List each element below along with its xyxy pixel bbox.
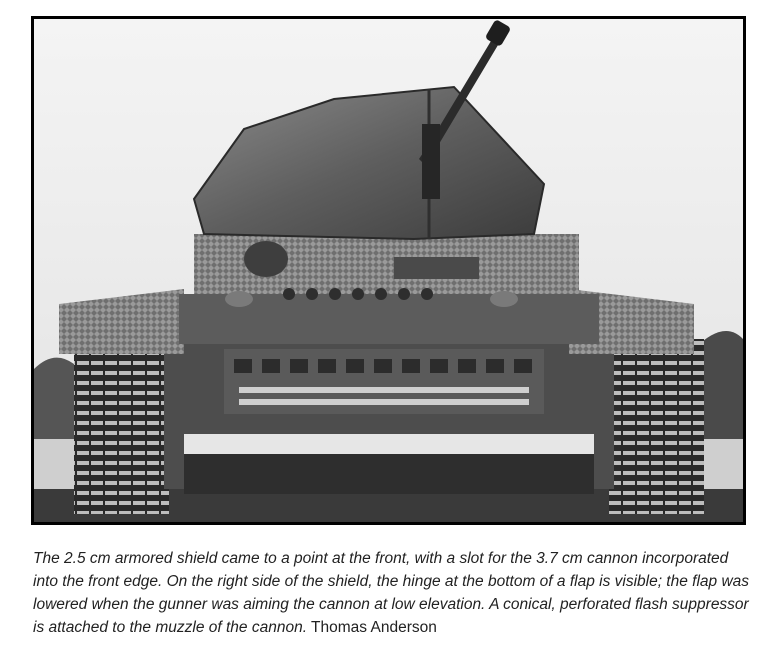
visor-block bbox=[394, 257, 479, 279]
left-headlight bbox=[225, 291, 253, 307]
right-track bbox=[609, 339, 704, 514]
left-track bbox=[74, 339, 169, 514]
photo-credit: Thomas Anderson bbox=[311, 619, 437, 636]
cannon-slot bbox=[422, 124, 440, 199]
hull-belly bbox=[184, 454, 594, 494]
caption-text: The 2.5 cm armored shield came to a point at the front, with a slot for the 3.7 cm cannon incorporated into the front edge. On the right side of the shield, the hinge at the bottom of a flap is visible; the flap was lowered when the gunner was aiming the cannon at low elevation. A conical, perforated flash suppressor is attached to the muzzle of the cannon. bbox=[33, 550, 750, 636]
tank-photo-illustration bbox=[34, 19, 743, 522]
hull-gap bbox=[184, 434, 594, 454]
tank-photograph bbox=[31, 16, 746, 525]
driver-periscope bbox=[244, 241, 288, 277]
photo-caption bbox=[33, 547, 753, 639]
right-headlight bbox=[490, 291, 518, 307]
trees-left bbox=[34, 358, 74, 439]
